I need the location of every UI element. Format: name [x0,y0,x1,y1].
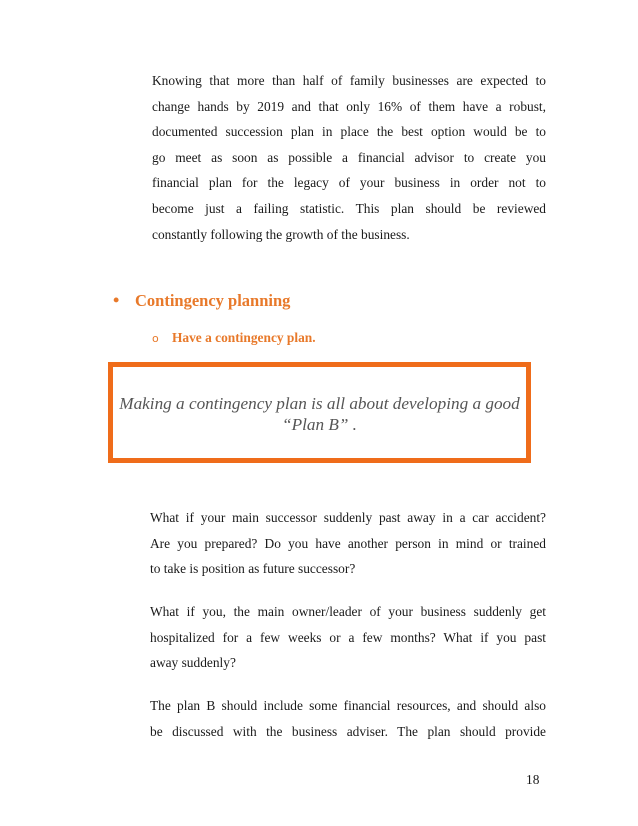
owner-line-2: hospitalized for a few weeks or a few months? What if you past [150,629,546,645]
callout-line-2: “Plan B” . [282,415,357,434]
intro-line-3: documented succession plan in place the best option would be to [152,124,546,140]
subitem-label: Have a contingency plan. [172,330,316,345]
intro-line-2: change hands by 2019 and that only 16% of them have a robust, [152,98,546,114]
intro-line-6: become just a failing statistic. This plan should be reviewed [152,200,546,216]
successor-line-1: What if your main successor suddenly past away in a car accident? [150,510,546,525]
paragraph-successor [150,505,546,582]
successor-line-3: to take is position as future successor? [150,561,356,577]
callout-line-1: Making a contingency plan is all about developing a good [119,394,520,413]
callout-text [113,393,526,435]
section-heading-row [113,290,290,311]
owner-line-3: away suddenly? [150,655,236,671]
page-number: 18 [526,772,540,787]
intro-paragraph [152,68,546,247]
paragraph-planb [150,693,546,744]
planb-line-1: The plan B should include some financial resources, and should also [150,698,546,713]
owner-line-1: What if you, the main owner/leader of your business suddenly get [150,604,546,619]
intro-line-1: Knowing that more than half of family businesses are expected to [152,73,546,88]
section-heading: Contingency planning [135,290,291,310]
callout-box [108,362,531,463]
circle-bullet-icon: o [152,331,159,345]
planb-line-2: be discussed with the business adviser. The plan should provide [150,723,546,739]
subitem-row [152,330,316,346]
paragraph-owner [150,599,546,676]
intro-line-7: constantly following the growth of the business. [152,226,410,242]
intro-line-5: financial plan for the legacy of your business in order not to [152,175,546,191]
successor-line-2: Are you prepared? Do you have another person in mind or trained [150,535,546,551]
intro-line-4: go meet as soon as possible a financial advisor to create you [152,149,546,165]
bullet-icon: • [113,290,120,310]
